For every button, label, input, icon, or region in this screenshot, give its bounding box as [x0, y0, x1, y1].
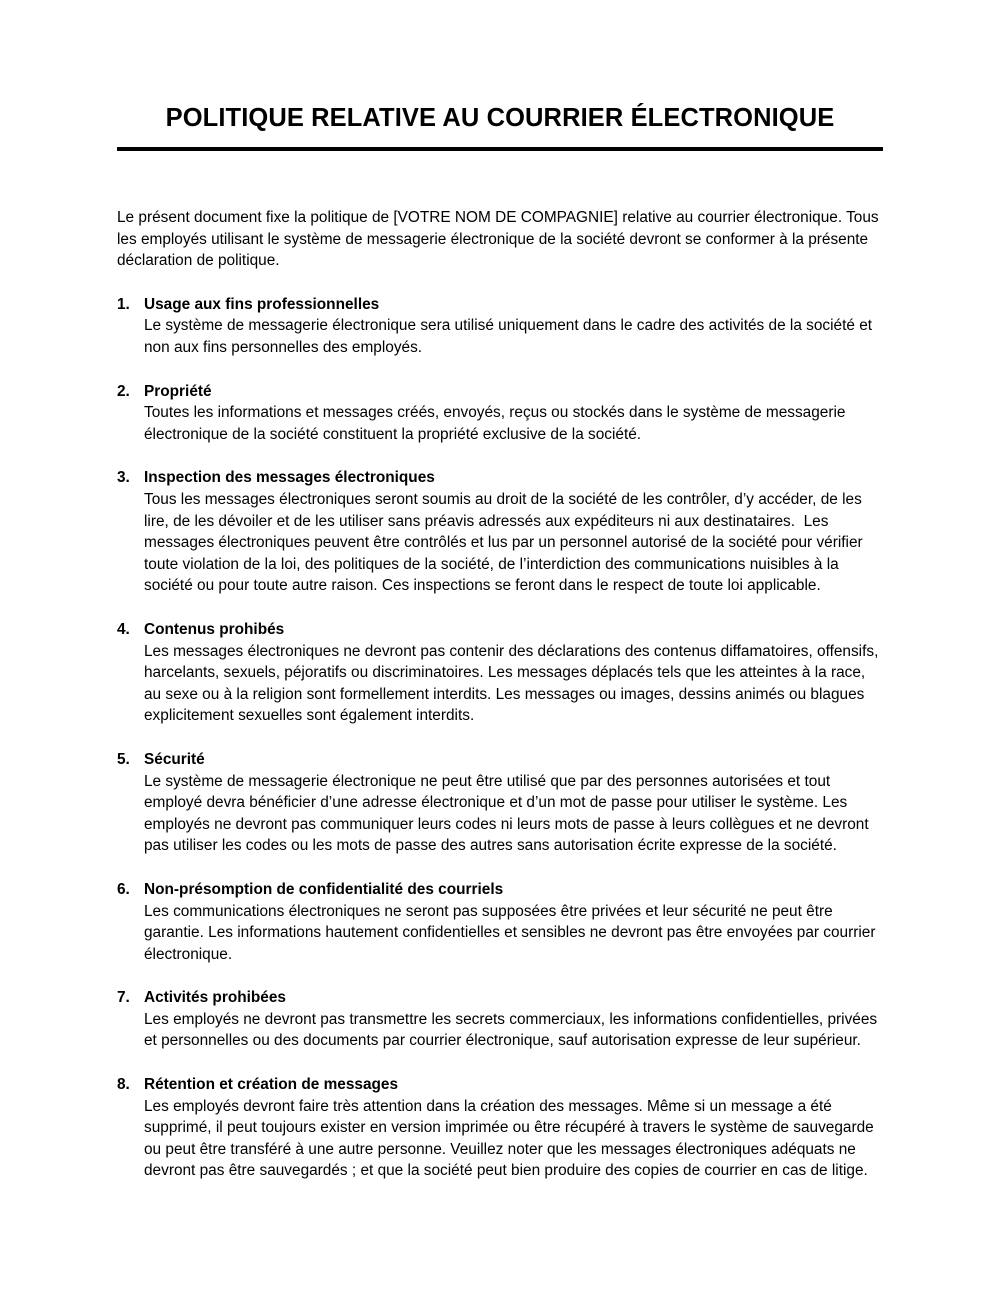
clause-text: Les employés ne devront pas transmettre les secrets commerciaux, les informations confidentielles, privées et personnelles ou des documents par courrier électronique, sauf autorisation expresse de leur supérieur. [144, 1010, 882, 1050]
clause-item-4 [117, 597, 883, 727]
clause-title: Rétention et création de messages [144, 1076, 399, 1094]
clause-item-2 [117, 359, 883, 446]
clause-number: 8. [117, 1076, 130, 1094]
clause-text: Le système de messagerie électronique sera utilisé uniquement dans le cadre des activités de la société et non aux fins personnelles des employés. [144, 317, 877, 357]
clause-text: Les employés devront faire très attention dans la création des messages. Même si un message a été supprimé, il peut toujours exister en version imprimée ou être récupéré à travers le système de sauvegarde ou peut être transféré à une autre personne. Veuillez noter que les messages électroniques adéquats ne devront pas être sauvegardés ; et que la société peut bien produire des copies de courrier en cas de litige. [144, 1097, 878, 1180]
clause-item-7 [117, 965, 883, 1052]
clause-item-5 [117, 727, 883, 857]
clause-item-6 [117, 857, 883, 965]
clause-text: Les messages électroniques ne devront pas contenir des déclarations des contenus diffamatoires, offensifs, harcelants, sexuels, péjoratifs ou discriminatoires. Les messages déplacés tels que les atteintes à la race, au sexe ou à la religion sont formellement interdits. Les messages ou images, dessins animés ou blagues explicitement sexuelles sont également interdits. [144, 642, 883, 725]
clause-title: Propriété [144, 382, 212, 400]
intro-paragraph: Le présent document fixe la politique de [VOTRE NOM DE COMPAGNIE] relative au courrier électronique. Tous les employés utilisant le système de messagerie électronique de la société devront se conformer à la présente déclaration de politique. [117, 209, 879, 270]
clause-item-1 [117, 272, 883, 359]
clause-number: 4. [117, 620, 130, 638]
clause-text: Tous les messages électroniques seront soumis au droit de la société de les contrôler, d’y accéder, de les lire, de les dévoiler et de les utiliser sans préavis adressés aux expéditeurs ni aux destinataires. Les messages électroniques peuvent être contrôlés et lus par un personnel autorisé de la société pour vérifier toute violation de la loi, des politiques de la société, de l’interdiction des communications nuisibles à la société ou pour toute autre raison. Ces inspections se feront dans le respect de toute loi applicable. [144, 491, 867, 595]
clause-title: Inspection des messages électroniques [144, 469, 435, 487]
clause-item-8 [117, 1052, 883, 1182]
clause-text: Toutes les informations et messages créés, envoyés, reçus ou stockés dans le système de messagerie électronique de la société constituent la propriété exclusive de la société. [144, 404, 850, 443]
clause-title: Non-présomption de confidentialité des courriels [144, 880, 504, 898]
clause-item-3 [117, 445, 883, 597]
clause-title: Activités prohibées [144, 989, 286, 1007]
clause-number: 5. [117, 750, 130, 768]
clause-number: 1. [117, 295, 130, 313]
clause-title: Contenus prohibés [144, 620, 285, 638]
clause-number: 2. [117, 382, 130, 400]
document-body [117, 0, 883, 1182]
clause-number: 7. [117, 989, 130, 1007]
clause-number: 3. [117, 469, 130, 487]
title-divider [117, 147, 883, 151]
clause-title: Usage aux fins professionnelles [144, 295, 380, 313]
clause-list [117, 272, 883, 1182]
page-title: POLITIQUE RELATIVE AU COURRIER ÉLECTRONIQUE [165, 104, 835, 132]
clause-number: 6. [117, 880, 130, 898]
clause-text: Le système de messagerie électronique ne peut être utilisé que par des personnes autorisées et tout employé devra bénéficier d’une adresse électronique et d’un mot de passe pour utiliser le système. Les employés ne devront pas communiquer leurs codes ni leurs mots de passe à leurs collègues et ne devront pas utiliser les codes ou les mots de passe des autres sans autorisation écrite expresse de la société. [144, 772, 873, 855]
clause-title: Sécurité [144, 750, 205, 768]
clause-text: Les communications électroniques ne seront pas supposées être privées et leur sécurité ne peut être garantie. Les informations hautement confidentielles et sensibles ne devront pas être envoyées par courrier électronique. [144, 902, 880, 963]
